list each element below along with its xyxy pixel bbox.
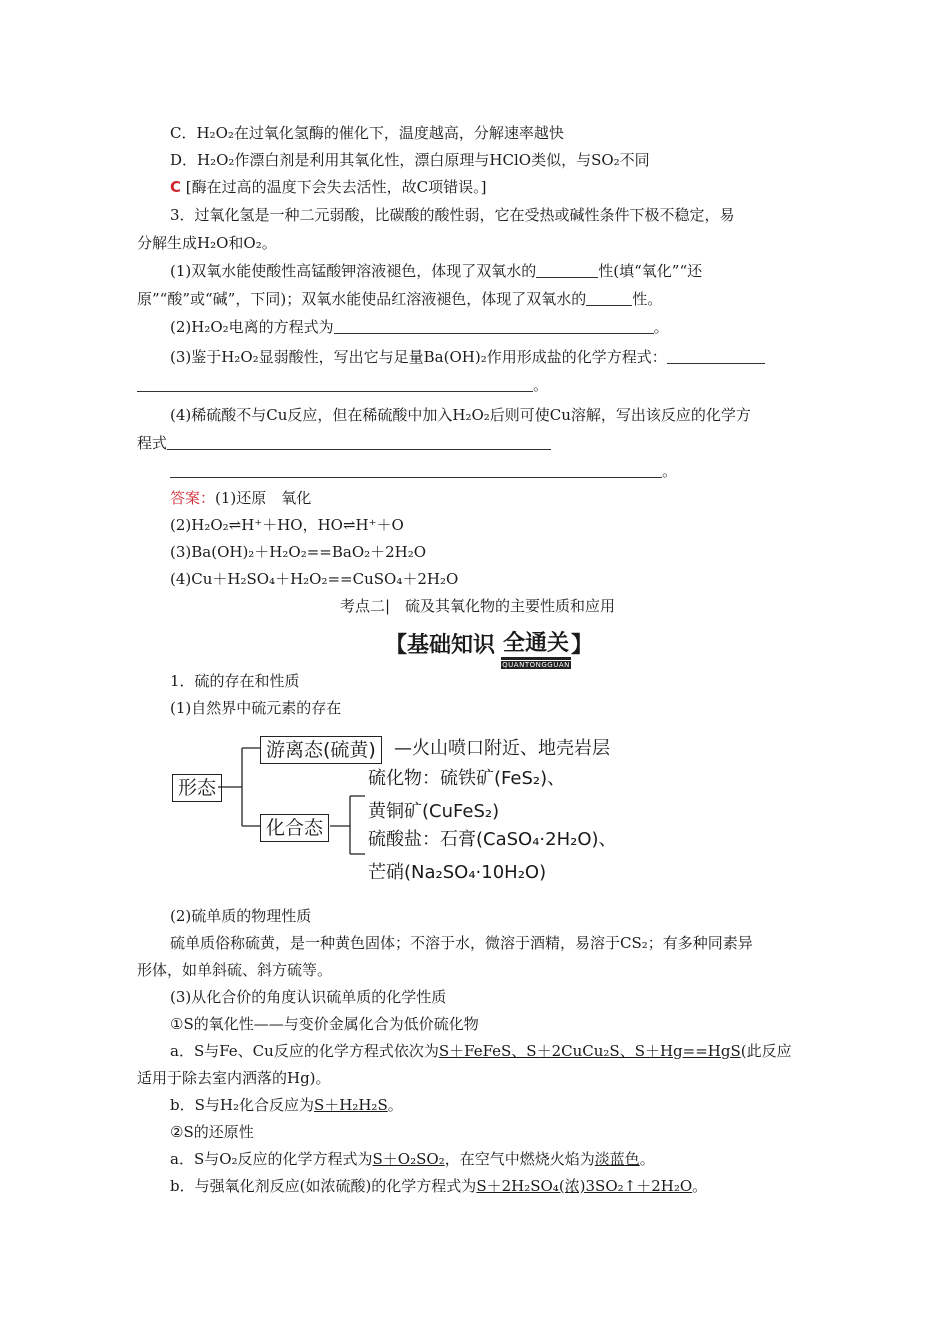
banner-tag-text: 全通关	[503, 631, 570, 656]
q3-2-text: (2)H₂O₂电离的方程式为	[170, 318, 334, 336]
q3-part4: (4)稀硫酸不与Cu反应，但在稀硫酸中加入H₂O₂后则可使Cu溶解，写出该反应的化学方	[170, 406, 751, 424]
blank-4[interactable]	[667, 349, 765, 364]
heading-1-1: (1)自然界中硫元素的存在	[170, 699, 342, 717]
q3-3-text: (3)鉴于H₂O₂显弱酸性，写出它与足量Ba(OH)₂作用形成盐的化学方程式：	[170, 348, 667, 366]
q3-stem-2: 分解生成H₂O和O₂。	[137, 234, 277, 252]
answer-3: (3)Ba(OH)₂＋H₂O₂==BaO₂＋2H₂O	[170, 543, 427, 561]
answer-letter: C	[170, 178, 182, 196]
q3-1-text-c: 原”“酸”或“碱”，下同)；双氧水能使品红溶液褪色，体现了双氧水的	[137, 290, 587, 308]
reducing-a-equation: S＋O₂SO₂	[372, 1150, 445, 1168]
heading-1: 1．硫的存在和性质	[170, 672, 300, 690]
q3-part2	[170, 316, 669, 338]
heading-1-3: (3)从化合价的角度认识硫单质的化学性质	[170, 988, 447, 1006]
reducing-heading: ②S的还原性	[170, 1123, 254, 1141]
oxidizing-heading: ①S的氧化性——与变价金属化合为低价硫化物	[170, 1015, 479, 1033]
answer-4: (4)Cu＋H₂SO₄＋H₂O₂==CuSO₄＋2H₂O	[170, 570, 459, 588]
answer-2: (2)H₂O₂⇌H⁺＋HO，HO⇌H⁺＋O	[170, 516, 404, 534]
form-box: 形态	[172, 774, 222, 802]
blank-3[interactable]	[334, 319, 654, 334]
free-state-desc: —火山喷口附近、地壳岩层	[394, 738, 610, 759]
banner-right: 】	[571, 632, 594, 658]
option-d: D．H₂O₂作漂白剂是利用其氧化性，漂白原理与HClO类似，与SO₂不同	[170, 151, 650, 169]
period: 。	[692, 1177, 708, 1195]
sulfate-line-2: 芒硝(Na₂SO₄·10H₂O)	[368, 862, 547, 883]
answer-1-text: (1)还原 氧化	[215, 489, 312, 507]
free-state-box: 游离态(硫黄)	[260, 736, 382, 764]
answer-1	[170, 487, 311, 509]
answer-label: 答案：	[170, 489, 216, 507]
banner-left: 【基础知识	[385, 632, 496, 658]
oxidizing-a	[170, 1040, 792, 1062]
q3-part3	[170, 346, 765, 368]
reducing-b-text: b．与强氧化剂反应(如浓硫酸)的化学方程式为	[170, 1177, 477, 1195]
oxidizing-a-text: a．S与Fe、Cu反应的化学方程式依次为	[170, 1042, 439, 1060]
blank-2[interactable]	[586, 291, 632, 306]
reducing-b-equation: S＋2H₂SO₄(浓)3SO₂↑＋2H₂O	[476, 1177, 693, 1195]
oxidizing-b-text: b．S与H₂化合反应为	[170, 1096, 314, 1114]
period: 。	[639, 1150, 655, 1168]
sulfide-line-2: 黄铜矿(CuFeS₂)	[368, 801, 500, 822]
banner-tag	[501, 626, 571, 669]
answer-line	[170, 176, 486, 198]
reducing-a	[170, 1148, 655, 1170]
oxidizing-b-equation: S＋H₂H₂S	[313, 1096, 388, 1114]
blank-7[interactable]	[170, 463, 662, 478]
q3-stem-1: 3．过氧化氢是一种二元弱酸，比碳酸的酸性弱，它在受热或碱性条件下极不稳定，易	[170, 206, 735, 224]
blank-1[interactable]	[536, 263, 598, 278]
q3-1-text-b: 性(填“氧化”“还	[598, 262, 703, 280]
oxidizing-b	[170, 1094, 403, 1116]
q3-part3-line2	[137, 374, 548, 396]
section-banner	[385, 626, 594, 669]
combined-state-box: 化合态	[260, 814, 329, 842]
heading-1-2: (2)硫单质的物理性质	[170, 907, 312, 925]
sulfide-line: 硫化物：硫铁矿(FeS₂)、	[368, 768, 566, 789]
q3-part4-line3	[170, 460, 677, 482]
banner-tag-small: QUANTONGGUAN	[502, 661, 570, 669]
physical-props-1: 硫单质俗称硫黄，是一种黄色固体；不溶于水，微溶于酒精，易溶于CS₂；有多种同素异	[170, 934, 753, 952]
reducing-b	[170, 1175, 707, 1197]
q3-1-text-d: 性。	[632, 290, 663, 308]
option-c: C．H₂O₂在过氧化氢酶的催化下，温度越高，分解速率越快	[170, 124, 564, 142]
answer-explanation: [酶在过高的温度下会失去活性，故C项错误。]	[185, 178, 487, 196]
blank-6[interactable]	[167, 435, 551, 450]
sulfur-existence-diagram	[170, 730, 650, 895]
q3-part1-line1	[170, 260, 702, 282]
period: 。	[387, 1096, 403, 1114]
q3-part4-line2	[137, 432, 551, 454]
period: 。	[662, 462, 678, 480]
q3-part1-line2	[137, 288, 662, 310]
reducing-a-text: a．S与O₂反应的化学方程式为	[170, 1150, 373, 1168]
period: 。	[533, 376, 549, 394]
oxidizing-a-tail: (此反应	[740, 1042, 792, 1060]
sulfate-line: 硫酸盐：石膏(CaSO₄·2H₂O)、	[368, 829, 617, 850]
physical-props-2: 形体，如单斜硫、斜方硫等。	[137, 961, 333, 979]
reducing-a-mid: ，在空气中燃烧火焰为	[444, 1150, 595, 1168]
blank-5[interactable]	[137, 377, 533, 392]
oxidizing-a-line2: 适用于除去室内洒落的Hg)。	[137, 1069, 331, 1087]
section-title: 考点二| 硫及其氧化物的主要性质和应用	[340, 597, 616, 615]
period: 。	[653, 318, 669, 336]
q3-1-text-a: (1)双氧水能使酸性高锰酸钾溶液褪色，体现了双氧水的	[170, 262, 537, 280]
q3-4-text-b: 程式	[137, 434, 168, 452]
flame-color: 淡蓝色	[594, 1150, 640, 1168]
oxidizing-a-equations: S＋FeFeS、S＋2CuCu₂S、S＋Hg==HgS	[438, 1042, 741, 1060]
